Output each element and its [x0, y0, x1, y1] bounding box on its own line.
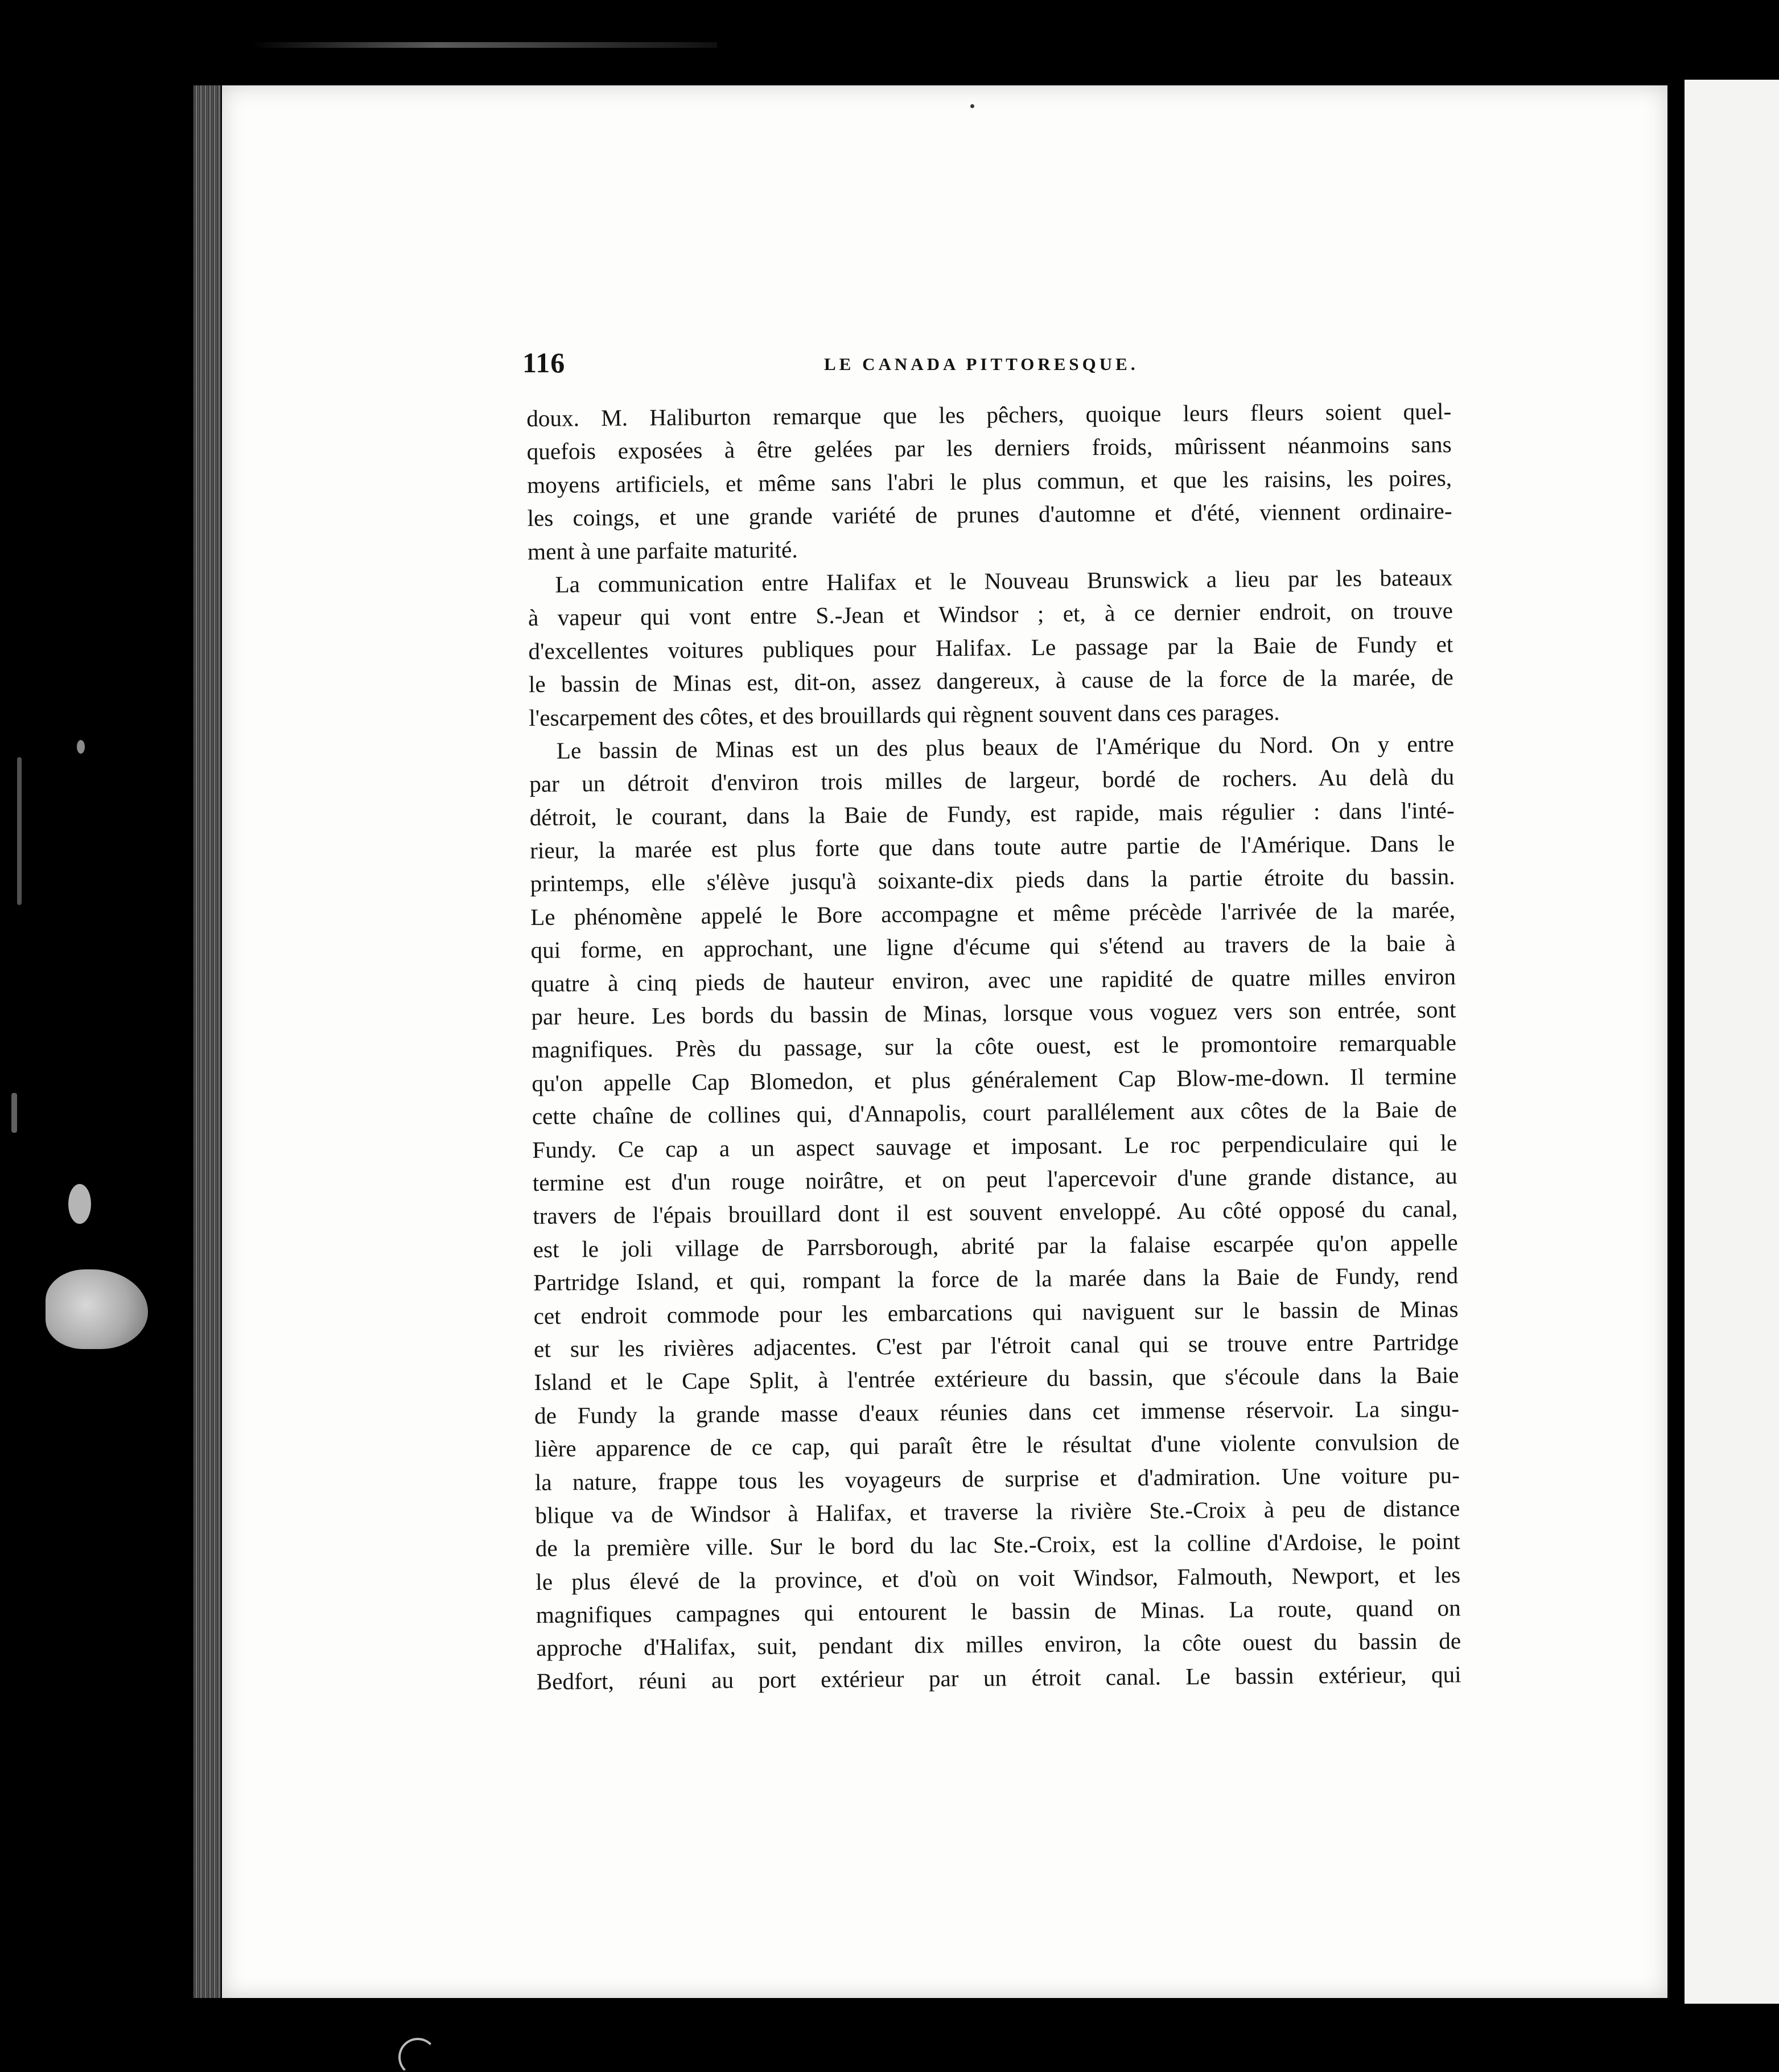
book-page-edges	[193, 85, 221, 1998]
paragraph	[528, 561, 1453, 734]
text-line: qui forme, en approchant, une ligne d'écume qui s'étend au travers de la baie à	[530, 930, 1456, 964]
paper-debris	[68, 1184, 91, 1224]
text-line: Bedfort, réuni au port extérieur par un étroit canal. Le bassin extérieur, qui	[536, 1661, 1461, 1695]
text-line: Le phénomène appelé le Bore accompagne et même précède l'arrivée de la marée,	[530, 897, 1456, 930]
text-line: cette chaîne de collines qui, d'Annapolis, court parallélement aux côtes de la Baie de	[532, 1096, 1457, 1130]
text-line: quatre à cinq pieds de hauteur environ, avec une rapidité de quatre milles environ	[530, 963, 1456, 997]
page-speck	[970, 104, 974, 108]
text-line: l'escarpement des côtes, et des brouillards qui règnent souvent dans ces parages.	[529, 698, 1280, 731]
text-line: approche d'Halifax, suit, pendant dix milles environ, la côte ouest du bassin de	[536, 1627, 1461, 1662]
running-title: LE CANADA PITTORESQUE.	[824, 354, 1139, 374]
text-line: et sur les rivières adjacentes. C'est par l'étroit canal qui se trouve entre Partridge	[533, 1329, 1459, 1362]
facing-page-edge	[1685, 80, 1779, 2004]
text-line: lière apparence de ce cap, qui paraît être le résultat d'une violente convulsion de	[534, 1428, 1460, 1462]
text-line: le plus élevé de la province, et d'où on voit Windsor, Falmouth, Newport, et les	[536, 1561, 1461, 1595]
text-line: les coings, et une grande variété de prunes d'automne et d'été, viennent ordinaire-	[527, 498, 1452, 532]
scan-smudge	[250, 42, 717, 48]
paper-debris	[11, 1093, 17, 1133]
text-line: blique va de Windsor à Halifax, et traverse la rivière Ste.-Croix à peu de distance	[535, 1495, 1460, 1528]
text-line: quefois exposées à être gelées par les derniers froids, mûrissent néanmoins sans	[526, 431, 1452, 465]
text-line: est le joli village de Parrsborough, abrité par la falaise escarpée qu'on appelle	[533, 1228, 1458, 1263]
text-line: magnifiques. Près du passage, sur la côte ouest, est le promontoire remarquable	[531, 1029, 1457, 1063]
paragraph	[529, 727, 1461, 1698]
paper-debris	[398, 2038, 437, 2072]
text-line: magnifiques campagnes qui entourent le bassin de Minas. La route, quand on	[536, 1594, 1461, 1628]
text-line: qu'on appelle Cap Blomedon, et plus généralement Cap Blow-me-down. Il termine	[532, 1063, 1457, 1096]
text-line: La communication entre Halifax et le Nouveau Brunswick a lieu par les bateaux	[555, 564, 1453, 598]
text-line: de Fundy la grande masse d'eaux réunies dans cet immense réservoir. La singu-	[534, 1395, 1460, 1429]
text-line: doux. M. Haliburton remarque que les pêchers, quoique leurs fleurs soient quel-	[526, 398, 1452, 431]
text-line: ment à une parfaite maturité.	[527, 536, 798, 565]
text-line: de la première ville. Sur le bord du lac Ste.-Croix, est la colline d'Ardoise, le point	[535, 1528, 1460, 1562]
paper-debris	[17, 757, 22, 905]
text-line: Fundy. Ce cap a un aspect sauvage et imposant. Le roc perpendiculaire qui le	[532, 1129, 1457, 1163]
text-line: rieur, la marée est plus forte que dans toute autre partie de l'Amérique. Dans le	[530, 830, 1455, 864]
paragraph	[526, 394, 1452, 568]
text-line: Le bassin de Minas est un des plus beaux de l'Amérique du Nord. On y entre	[556, 730, 1454, 764]
text-line: travers de l'épais brouillard dont il est souvent enveloppé. Au côté opposé du canal,	[533, 1195, 1458, 1230]
page-number: 116	[522, 347, 566, 379]
body-text	[526, 394, 1461, 1698]
text-line: par un détroit d'environ trois milles de largeur, bordé de rochers. Au delà du	[529, 763, 1455, 797]
paper-debris	[77, 740, 85, 754]
paper-debris	[46, 1269, 148, 1349]
text-line: d'excellentes voitures publiques pour Halifax. Le passage par la Baie de Fundy et	[528, 630, 1453, 664]
running-head	[522, 346, 1683, 386]
text-line: termine est d'un rouge noirâtre, et on peut l'apercevoir d'une grande distance, au	[532, 1162, 1457, 1196]
text-line: la nature, frappe tous les voyageurs de surprise et d'admiration. Une voiture pu-	[534, 1461, 1460, 1495]
text-line: par heure. Les bords du bassin de Minas, lorsque vous voguez vers son entrée, sont	[531, 996, 1456, 1030]
text-line: détroit, le courant, dans la Baie de Fundy, est rapide, mais régulier : dans l'inté-	[529, 796, 1455, 831]
text-line: Island et le Cape Split, à l'entrée extérieure du bassin, que s'écoule dans la Baie	[534, 1362, 1459, 1396]
text-line: à vapeur qui vont entre S.-Jean et Windsor ; et, à ce dernier endroit, on trouve	[528, 597, 1453, 631]
text-line: cet endroit commode pour les embarcations qui naviguent sur le bassin de Minas	[533, 1295, 1459, 1329]
text-line: moyens artificiels, et même sans l'abri le plus commun, et que les raisins, les poires,	[526, 464, 1452, 498]
text-line: printemps, elle s'élève jusqu'à soixante-dix pieds dans la partie étroite du bassin.	[530, 863, 1455, 897]
text-line: le bassin de Minas est, dit-on, assez dangereux, à cause de la force de la marée, de	[528, 664, 1454, 698]
text-line: Partridge Island, et qui, rompant la force de la marée dans la Baie de Fundy, rend	[533, 1262, 1459, 1296]
